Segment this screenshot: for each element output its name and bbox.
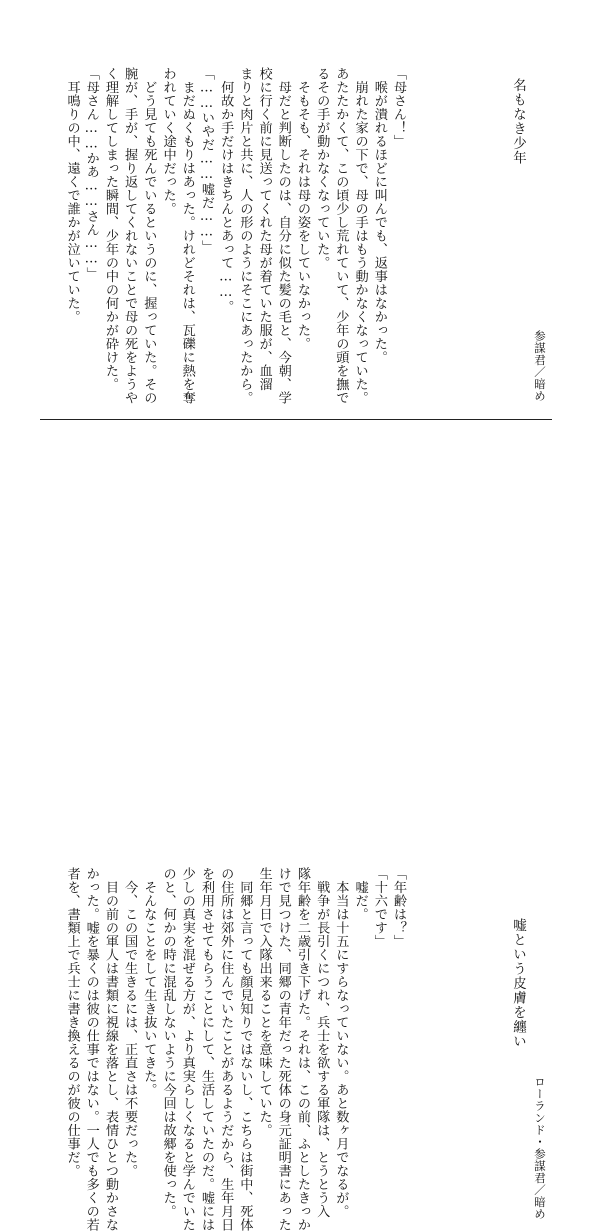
body-line: を利用させてもらうことにして、生活していたのだ。嘘には: [198, 867, 214, 1232]
story-author: 参謀君／暗め: [533, 330, 547, 402]
body-line: かった。嘘を暴くのは彼の仕事ではない。一人でも多くの若: [83, 867, 99, 1232]
section-divider: [40, 419, 552, 420]
body-line: われていく途中だった。: [160, 67, 176, 216]
body-line: の住所は郊外に住んでいたことがあるようだから、生年月日: [218, 867, 234, 1232]
story-section-1: [0, 0, 592, 419]
body-line: まだぬくもりはあった。けれどそれは、瓦礫に熱を奪: [179, 67, 195, 405]
body-line: く理解してしまった瞬間、少年の中の何かが砕けた。: [102, 67, 118, 391]
body-line: 生年月日で入隊出来ることを意味していた。: [256, 867, 272, 1137]
body-line: 腕が、手が、握り返してくれないことで母の死をようや: [122, 67, 138, 405]
body-line: 本当は十五にすらなっていない。あと数ヶ月でなるが。: [333, 867, 349, 1218]
body-line: 嘘だ。: [352, 867, 368, 921]
story-body: [62, 867, 408, 1232]
body-line: まりと肉片と共に、人の形のようにそこにあったから。: [237, 67, 253, 405]
body-line: 「母さん！」: [391, 67, 406, 148]
story-title: 嘘という皮膚を纏い: [510, 918, 526, 1049]
body-line: 何故か手だけはきちんとあって……。: [218, 67, 234, 314]
body-line: そもそも、それは母の姿をしていなかった。: [294, 67, 310, 351]
body-line: 校に行く前に見送ってくれた母が着ていた服が、血溜: [256, 67, 272, 391]
body-line: 戦争が長引くにつれ、兵士を欲する軍隊は、とうとう入: [314, 867, 330, 1218]
body-line: どう見ても死んでいるというのに、握っていた。その: [141, 67, 157, 405]
body-line: 「……いやだ……嘘だ……」: [198, 67, 214, 254]
body-line: 今、この国で生きるには、正直さは不要だった。: [122, 867, 138, 1178]
story-title: 名もなき少年: [510, 78, 526, 165]
body-line: 少しの真実を混ぜる方が、より真実らしくなると学んでいた: [179, 867, 195, 1232]
body-line: けで見つけた、同郷の青年だった死体の身元証明書にあった: [275, 867, 291, 1232]
body-line: るその手が動かなくなっていた。: [314, 67, 330, 270]
story-author: ローランド・参謀君／暗め: [533, 1076, 547, 1220]
body-line: 隊年齢を二歳引き下げた。それは、この前、ふとしたきっか: [294, 867, 310, 1232]
body-line: 喉が潰れるほどに叫んでも、返事はなかった。: [371, 67, 387, 364]
body-line: あたたかくて、この頃少し荒れていて、少年の頭を撫で: [333, 67, 349, 405]
body-line: 耳鳴りの中、遠くで誰かが泣いていた。: [64, 67, 80, 324]
story-section-2: [0, 421, 592, 1232]
body-line: 者を、書類上で兵士に書き換えるのが彼の仕事だ。: [64, 867, 80, 1178]
body-line: そんなことをして生き抜いてきた。: [141, 867, 157, 1097]
body-line: 「年齢は？」: [391, 867, 406, 948]
body-line: のと、何かの時に混乱しないように今回は故郷を使った。: [160, 867, 176, 1218]
body-line: 「十六です」: [371, 867, 387, 948]
body-line: 同郷と言っても顔見知りではないし、こちらは街中、死体: [237, 867, 253, 1232]
body-line: 「母さん……かあ……さん……」: [83, 67, 99, 281]
story-body: [62, 67, 408, 405]
body-line: 母だと判断したのは、自分に似た髪の毛と、今朝、学: [275, 67, 291, 405]
body-line: 崩れた家の下で、母の手はもう動かなくなっていた。: [352, 67, 368, 405]
body-line: 目の前の軍人は書類に視線を落とし、表情ひとつ動かさな: [102, 867, 118, 1232]
